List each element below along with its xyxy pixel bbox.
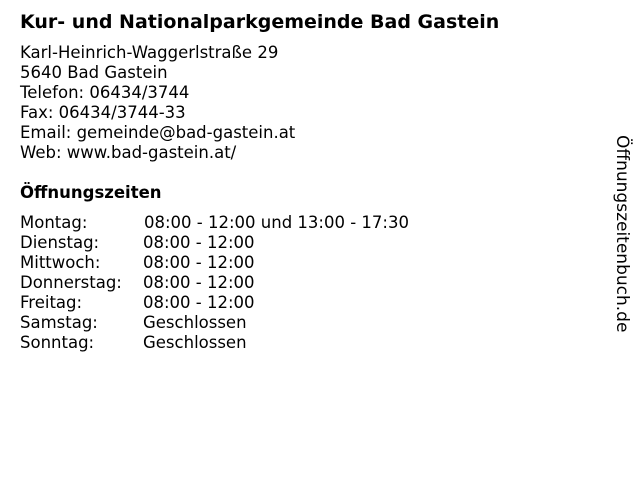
hours-day: Sonntag:	[20, 333, 95, 352]
address-block	[20, 43, 295, 163]
phone-number: Telefon: 06434/3744	[20, 83, 190, 102]
fax-number: Fax: 06434/3744-33	[20, 103, 186, 122]
hours-time: 08:00 - 12:00 und 13:00 - 17:30	[144, 213, 409, 232]
hours-time: 08:00 - 12:00	[143, 273, 255, 292]
email-address: Email: gemeinde@bad-gastein.at	[20, 123, 296, 142]
city-address: 5640 Bad Gastein	[20, 63, 168, 82]
hours-time: Geschlossen	[143, 333, 247, 352]
page-title: Kur- und Nationalparkgemeinde Bad Gastein	[20, 11, 500, 33]
hours-time: 08:00 - 12:00	[143, 293, 255, 312]
watermark-text: Öffnungszeitenbuch.de	[612, 135, 632, 333]
website-address: Web: www.bad-gastein.at/	[20, 143, 237, 162]
opening-hours-heading: Öffnungszeiten	[20, 183, 162, 202]
hours-time: Geschlossen	[143, 313, 247, 332]
hours-day: Montag:	[20, 213, 88, 232]
hours-day: Dienstag:	[20, 233, 100, 252]
street-address: Karl-Heinrich-Waggerlstraße 29	[20, 43, 279, 62]
hours-day: Mittwoch:	[20, 253, 101, 272]
hours-day: Samstag:	[20, 313, 98, 332]
hours-time: 08:00 - 12:00	[143, 253, 255, 272]
hours-time: 08:00 - 12:00	[143, 233, 255, 252]
hours-day: Donnerstag:	[20, 273, 122, 292]
hours-day: Freitag:	[20, 293, 83, 312]
